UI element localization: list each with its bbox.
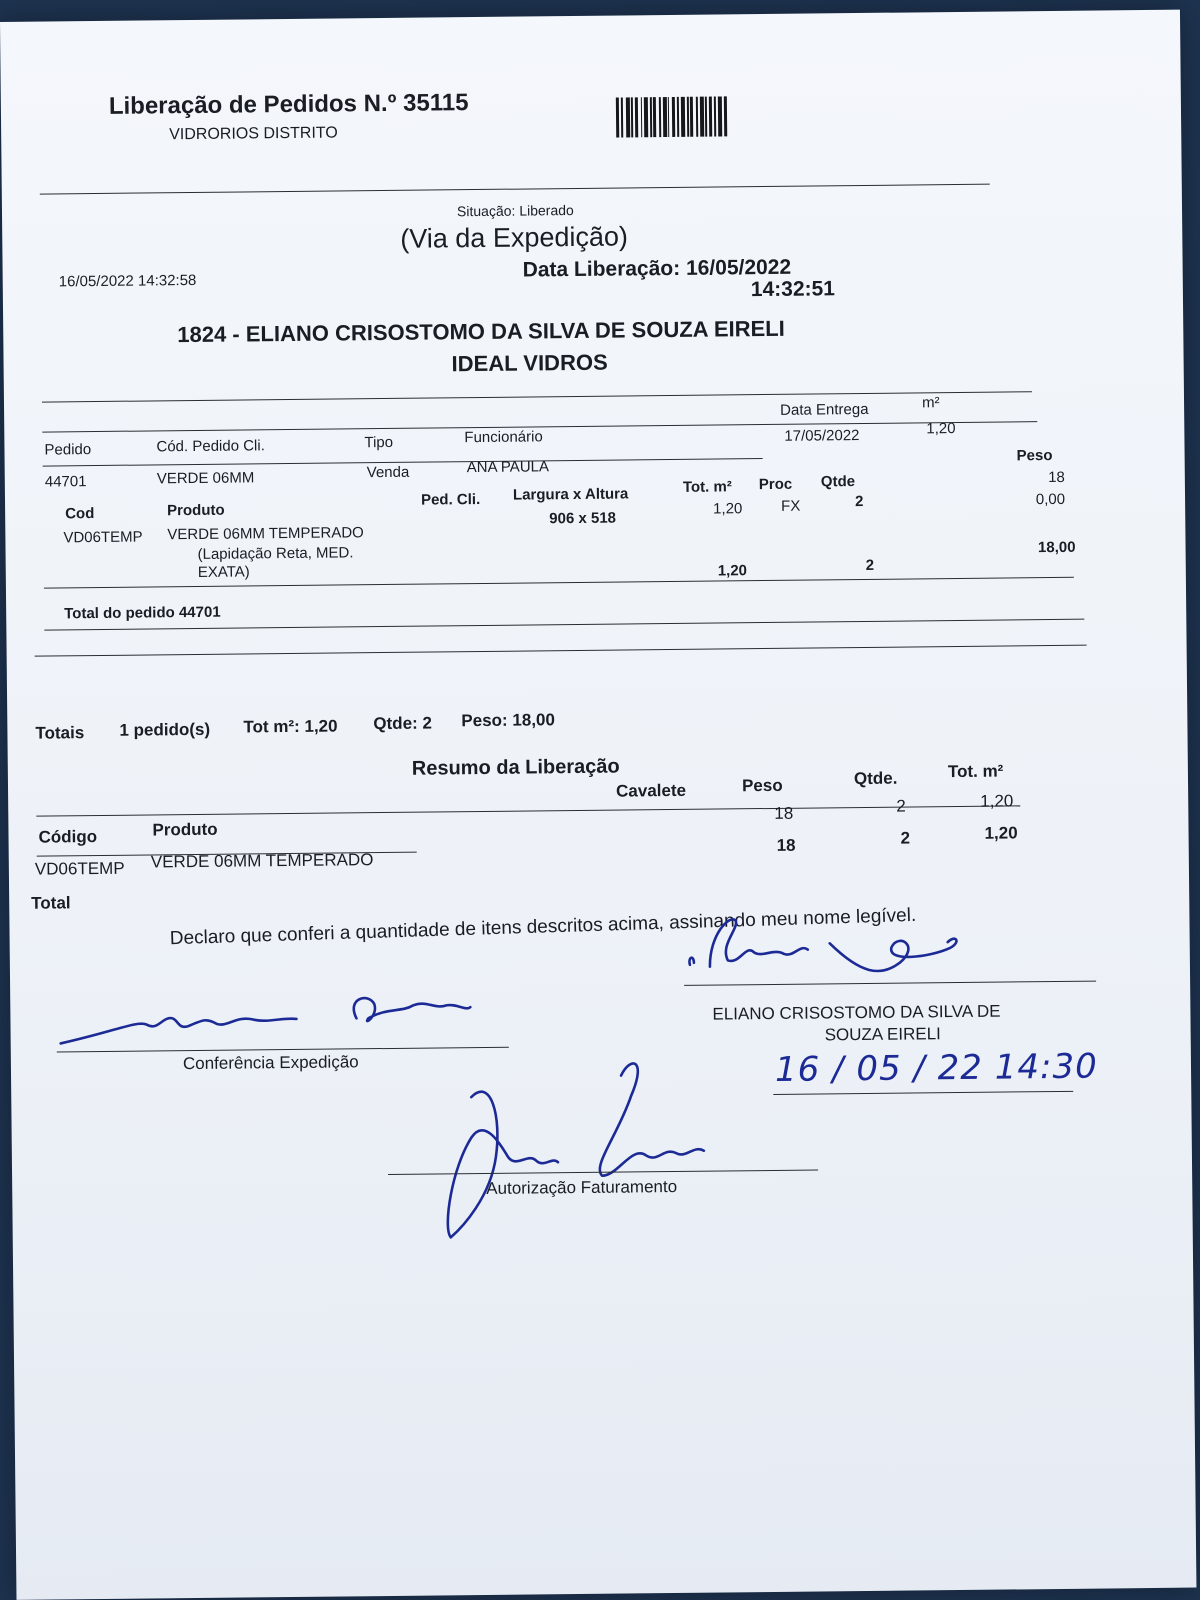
client-name: 1824 - ELIANO CRISOSTOMO DA SILVA DE SOUZA EIRELI <box>177 315 785 348</box>
header-divider <box>40 184 990 195</box>
client-signature <box>679 901 1010 994</box>
summary-col-codigo: Código <box>38 827 98 847</box>
client-name-line1: ELIANO CRISOSTOMO DA SILVA DE <box>712 1001 1001 1024</box>
order-total-m2: 1,20 <box>717 562 748 580</box>
summary-total-peso: 18 <box>776 835 796 855</box>
summary-row-qtde: 2 <box>896 796 906 816</box>
status-label: Situação: Liberado <box>456 202 574 220</box>
totals-qtde: Qtde: 2 <box>373 713 433 734</box>
client-trade-name: IDEAL VIDROS <box>451 349 608 377</box>
autorizacao-label: Autorização Faturamento <box>486 1176 678 1198</box>
totals-pedidos: 1 pedido(s) <box>119 719 211 740</box>
summary-total-qtde: 2 <box>900 828 911 848</box>
summary-row-peso: 18 <box>774 803 794 823</box>
col-cod-pedido-cli: Cód. Pedido Cli. <box>156 437 265 456</box>
col-m2: m² <box>921 394 940 412</box>
summary-header-rule <box>36 805 1020 816</box>
conferencia-label: Conferência Expedição <box>182 1052 359 1074</box>
col-data-entrega: Data Entrega <box>780 400 869 419</box>
item-dimensions: 906 x 518 <box>549 509 617 528</box>
document-title: Liberação de Pedidos N.º 35115 <box>108 89 469 120</box>
release-time: 14:32:51 <box>750 277 836 302</box>
summary-row-tot-m2: 1,20 <box>980 791 1014 811</box>
order-tipo: Venda <box>366 463 410 482</box>
col-largura-altura: Largura x Altura <box>512 485 629 504</box>
col-funcionario: Funcionário <box>464 428 543 447</box>
barcode-icon <box>616 96 781 138</box>
item-tot-m2: 1,20 <box>713 500 743 518</box>
item-peso: 18 <box>1048 468 1065 487</box>
client-divider <box>42 391 1032 402</box>
col-cod: Cod <box>65 505 95 523</box>
document-page <box>0 10 1196 1600</box>
order-funcionario: ANA PAULA <box>466 458 550 477</box>
item-proc: FX <box>781 497 801 515</box>
summary-col-peso: Peso <box>741 775 783 796</box>
order-total-peso: 18,00 <box>1037 538 1076 557</box>
col-tipo: Tipo <box>364 433 394 452</box>
col-produto: Produto <box>167 501 225 520</box>
date-underline <box>773 1091 1073 1095</box>
faturamento-signature <box>431 1054 733 1247</box>
summary-total-codigo: VD06TEMP <box>34 858 125 879</box>
client-name-line2: SOUZA EIRELI <box>824 1024 941 1045</box>
totals-peso: Peso: 18,00 <box>461 710 555 731</box>
item-cod: VD06TEMP <box>63 528 143 547</box>
col-ped-cli: Ped. Cli. <box>420 490 481 509</box>
release-date: Data Liberação: 16/05/2022 <box>522 255 792 282</box>
declaration-text: Declaro que conferi a quantidade de itens descritos acima, assinando meu nome legível. <box>169 904 917 950</box>
handwritten-date: 16 / 05 / 22 14:30 <box>774 1046 1098 1090</box>
col-pedido: Pedido <box>44 441 92 459</box>
item-produto: VERDE 06MM TEMPERADO <box>167 524 364 544</box>
copy-label: (Via da Expedição) <box>400 221 629 254</box>
summary-col-produto: Produto <box>152 819 218 840</box>
summary-col-qtde: Qtde. <box>853 768 898 789</box>
item-obs-line1: (Lapidação Reta, MED. <box>197 544 354 563</box>
summary-total-produto: VERDE 06MM TEMPERADO <box>150 850 374 872</box>
order-data-entrega: 17/05/2022 <box>784 427 860 445</box>
order-total-qtde: 2 <box>865 556 875 574</box>
order-cod-pedido-cli: VERDE 06MM <box>156 469 255 488</box>
order-total-label: Total do pedido 44701 <box>64 603 221 623</box>
totals-tot-m2: Tot m²: 1,20 <box>243 716 338 737</box>
item-obs-line2: EXATA) <box>197 563 250 581</box>
summary-col-tot-m2: Tot. m² <box>947 761 1004 782</box>
order-section-rule <box>35 645 1087 657</box>
item-qtde: 2 <box>854 492 864 511</box>
col-peso: Peso <box>1016 447 1053 465</box>
summary-title: Resumo da Liberação <box>411 755 620 780</box>
col-qtde: Qtde <box>820 473 856 491</box>
summary-total-label: Total <box>31 893 71 913</box>
company-name: VIDRORIOS DISTRITO <box>169 124 338 144</box>
summary-col-cavalete: Cavalete <box>615 780 687 801</box>
col-tot-m2: Tot. m² <box>682 478 732 496</box>
order-m2: 1,20 <box>926 420 956 438</box>
col-proc: Proc <box>758 475 793 494</box>
printed-timestamp: 16/05/2022 14:32:58 <box>58 271 197 291</box>
item-peso-extra: 0,00 <box>1035 490 1066 509</box>
totals-label: Totais <box>35 723 85 743</box>
order-pedido: 44701 <box>44 473 87 491</box>
summary-total-tot-m2: 1,20 <box>984 823 1018 843</box>
expedicao-signature <box>56 987 477 1051</box>
